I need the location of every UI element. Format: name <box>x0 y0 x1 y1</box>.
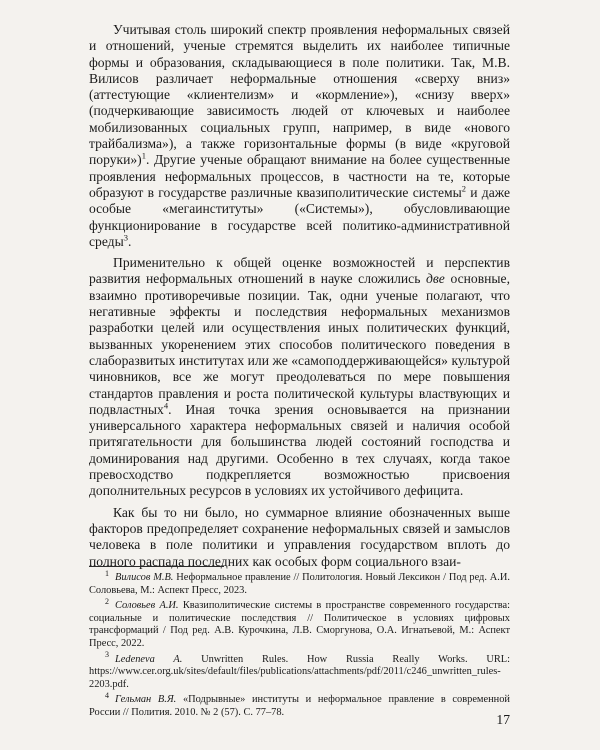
footnote-ref-3: 3 <box>123 232 128 243</box>
footnote: $^3$ Ledeneva A. Unwritten Rules. How Russia Really Works. URL: https://www.cer.org.uk/sites/default/files/publications/attachments/pdf/2011/c246_unwritten_rules-2203.pdf. <box>89 650 510 690</box>
emphasis: две <box>426 271 445 287</box>
footnote-ref-1: 1 <box>141 150 146 161</box>
main-text <box>89 22 510 570</box>
footnote: $^1$ Вилисов М.В. Неформальное правление // Политология. Новый Лексикон / Под ред. А.И. Соловьева, М.: Аспект Пресс, 2023. <box>89 568 511 596</box>
paragraph-1: Учитывая столь широкий спектр проявления неформальных связей и отношений, ученые стремятся выделить их наиболее типичные формы и образования, складывающиеся в поле политики. Так, М.В. Вилисов различает неформальные отношения «сверху вниз» (аттестующие «клиентелизм» и «кормление»), «снизу вверх» (подчеркивающие зависимость людей от ключевых и наиболее мобилизованных социальных групп, например, в виде «нового трайбализма»), а также горизонтальные формы (в виде «круговой поруки»)$^1$. Другие ученые обращают внимание на более существенные проявления неформальных процессов, в частности на те, которые образуют в государстве различные квазиполитические системы$^2$ и даже особые «мегаинституты» («Системы»), обусловливающие функционирование в государстве всей политико-административной среды$^3$. <box>89 22 510 249</box>
footnote: $^4$ Гельман В.Я. «Подрывные» институты и неформальное правление в современной России // Полития. 2010. № 2 (57). С. 77–78. <box>89 690 510 718</box>
footnote: $^2$ Соловьев А.И. Квазиполитические системы в пространстве современного государства: социальные и политические последствия // Политическое в условиях цифровых трансформаций / Под ред. А.В. Курочкина, Л.В. Сморгунова, О.А. Игнатьевой, М.: Аспект Пресс, 2022. <box>89 596 510 649</box>
footnote-separator <box>89 566 224 567</box>
paragraph-2: Применительно к общей оценке возможностей и перспектив развития неформальных отношений в науке сложились две основные, взаимно противоречивые позиции. Так, одни ученые полагают, что негативные эффекты и последствия неформальных механизмов разработки целей или осуществления иных политических функций, вызванных укоренением этих способов политического поведения в слаборазвитых институтах или же «самоподдерживающейся» культурой чиновников, все же могут преодолеваться по мере повышения стандартов правления и роста политической культуры властвующих и подвластных$^4$. Иная точка зрения основывается на признании универсального характера неформальных связей и наличия особой притягательности для большинства людей состояний господства и доминирования над другими. Особенно в тех случаях, когда такое превосходство подкрепляется возможностью присвоения дополнительных ресурсов в условиях их устойчивого дефицита. <box>89 255 510 499</box>
paragraph-3: Как бы то ни было, но суммарное влияние обозначенных выше факторов предопределяет сохранение неформальных связей и замыслов человека в поле политики и управления государством вплоть до полного распада последних как особых форм социального взаи- <box>89 504 510 569</box>
footnotes <box>89 568 511 723</box>
page-number: 17 <box>496 712 510 727</box>
footnote-ref-2: 2 <box>461 183 466 194</box>
footnote-ref-4: 4 <box>163 400 169 411</box>
